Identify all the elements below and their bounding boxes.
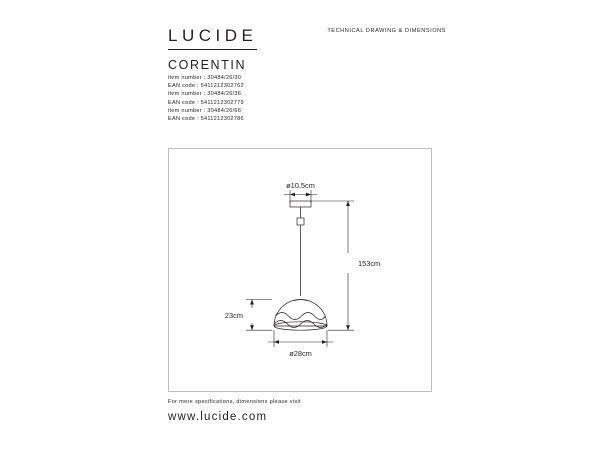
technical-drawing-label: TECHNICAL DRAWING & DIMENSIONS — [327, 28, 446, 34]
list-item: EAN code : 5411212302779 — [168, 99, 244, 106]
product-code-list — [168, 74, 244, 123]
dimension-shade-height: 23cm — [224, 311, 243, 320]
dimension-top-diameter: ø10.5cm — [286, 181, 315, 190]
dimension-total-height: 153cm — [358, 259, 381, 268]
list-item: EAN code : 5411212302786 — [168, 116, 244, 123]
list-item: item number : 30484/26/30 — [168, 75, 242, 81]
footer-website-link[interactable]: www.lucide.com — [168, 411, 268, 423]
technical-drawing — [168, 148, 432, 392]
brand-block — [168, 26, 328, 72]
footer-note: For more specifications, dimensions please visit — [168, 399, 301, 405]
brand-logo: LUCIDE — [168, 26, 257, 50]
list-item: item number : 30484/26/66 — [168, 107, 242, 114]
product-series-title: CORENTIN — [168, 58, 247, 72]
list-item: EAN code : 5411212302762 — [168, 83, 244, 90]
dimension-shade-diameter: ø28cm — [289, 349, 312, 358]
list-item: item number : 30484/26/36 — [168, 91, 242, 98]
